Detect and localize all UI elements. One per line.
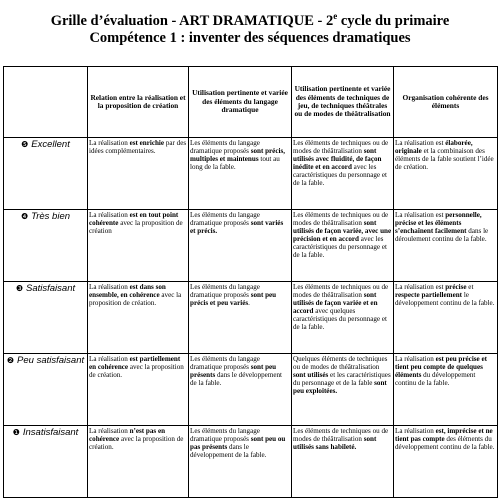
cell-text: La réalisation — [395, 427, 436, 435]
table-row — [4, 282, 498, 354]
cell-text: avec les caractéristiques du personnage et de la fable. — [293, 235, 387, 260]
cell-text: avec la proposition de création — [89, 219, 183, 236]
emphasis-text: sont peu ou pas présents — [190, 435, 286, 452]
cell-text: La réalisation — [89, 355, 130, 363]
cell-text: avec les caractéristiques du personnage et de la fable. — [293, 163, 387, 188]
table-row — [4, 354, 498, 426]
table-row — [4, 210, 498, 282]
emphasis-text: sont utilisés de façon variée, avec une précision et en accord — [293, 219, 392, 244]
level-name: Satisfaisant — [26, 283, 76, 294]
level-number-icon: ❷ — [6, 356, 15, 365]
header-langage: Utilisation pertinente et variée des éléments du langage dramatique — [189, 67, 292, 138]
table-row — [4, 138, 498, 210]
title-line-2: Compétence 1 : inventer des séquences dramatiques — [89, 29, 411, 46]
level-label — [4, 138, 88, 210]
criterion-cell — [394, 426, 498, 498]
emphasis-text: est enrichie — [129, 139, 165, 147]
emphasis-text: sont peu présents — [190, 363, 277, 380]
criterion-cell — [88, 426, 189, 498]
emphasis-text: personnelle, précise et les éléments s’enchaînent facilement — [395, 211, 482, 236]
document-title — [0, 8, 500, 47]
cell-text: avec quelques caractéristiques du personnage et de la fable. — [293, 307, 387, 332]
cell-text: . — [248, 299, 250, 308]
criterion-cell — [189, 210, 292, 282]
criterion-cell — [189, 426, 292, 498]
cell-text: dans le développement de la fable. — [190, 443, 267, 460]
cell-text: La réalisation — [395, 355, 436, 363]
emphasis-text: élaborée, originale — [395, 139, 473, 156]
criterion-cell — [292, 138, 394, 210]
criterion-cell — [88, 354, 189, 426]
cell-text: dans le développement de la fable. — [190, 371, 283, 388]
emphasis-text: sont peu exploitées. — [293, 379, 387, 396]
emphasis-text: est en tout point cohérente — [89, 211, 179, 228]
criterion-cell — [88, 138, 189, 210]
level-name: Peu satisfaisant — [17, 355, 85, 366]
criterion-cell — [394, 354, 498, 426]
cell-text: La réalisation est — [395, 283, 446, 291]
cell-text: La réalisation — [89, 139, 130, 147]
cell-text: tout au long de la fable. — [190, 155, 280, 172]
level-label — [4, 282, 88, 354]
criterion-cell — [394, 138, 498, 210]
header-relation: Relation entre la réalisation et la proposition de création — [88, 67, 189, 138]
cell-text: avec la proposition de création. — [89, 435, 184, 452]
cell-text: Les éléments du langage dramatique proposés — [190, 355, 260, 372]
criterion-cell — [292, 210, 394, 282]
cell-text: La réalisation est — [395, 139, 446, 147]
cell-text: La réalisation est — [395, 211, 446, 219]
cell-text: Les éléments du langage dramatique proposés — [190, 139, 260, 156]
level-label — [4, 210, 88, 282]
cell-text: par des idées complémentaires. — [89, 139, 187, 156]
criterion-cell — [292, 426, 394, 498]
cell-text: et — [466, 283, 474, 291]
emphasis-text: est peu précise et tient peu compte de quelques éléments — [395, 355, 487, 380]
emphasis-text: respecte partiellement — [395, 291, 463, 300]
cell-text: Les éléments de techniques ou de modes de théâtralisation — [293, 139, 389, 156]
criterion-cell — [292, 282, 394, 354]
cell-text: Les éléments du langage dramatique proposés — [190, 283, 260, 300]
level-number-icon: ❶ — [12, 428, 20, 437]
header-corner — [4, 67, 88, 138]
title-text: Grille d’évaluation - ART DRAMATIQUE - 2 — [50, 12, 334, 29]
criterion-cell — [88, 282, 189, 354]
emphasis-text: précise — [445, 283, 467, 291]
emphasis-text: est partiellement en cohérence — [89, 355, 181, 372]
evaluation-grid — [3, 66, 498, 498]
cell-text: Les éléments de techniques ou de modes de théâtralisation — [293, 211, 389, 228]
cell-text: et les caractéristiques du personnage et de la fable — [293, 371, 391, 388]
level-number-icon: ❹ — [20, 212, 29, 221]
emphasis-text: n’est pas en cohérence — [89, 427, 166, 444]
title-text-end: cycle du primaire — [337, 12, 450, 29]
emphasis-text: sont précis, multiples et maintenus — [190, 147, 285, 164]
cell-text: Quelques éléments de techniques ou de modes de théâtralisation — [293, 355, 388, 372]
emphasis-text: sont utilisés de façon variée et en accord — [293, 291, 378, 316]
header-row — [4, 67, 498, 138]
emphasis-text: sont peu précis et peu variés — [190, 291, 277, 308]
level-name: Excellent — [31, 139, 70, 150]
level-label — [4, 354, 88, 426]
level-number-icon: ❺ — [21, 140, 29, 149]
criterion-cell — [88, 210, 189, 282]
criterion-cell — [189, 282, 292, 354]
cell-text: Les éléments du langage dramatique proposés — [190, 427, 260, 444]
cell-text: dans le déroulement continu de la fable. — [395, 227, 489, 244]
criterion-cell — [394, 282, 498, 354]
level-name: Insatisfaisant — [22, 427, 79, 438]
header-techniques: Utilisation pertinente et variée des éléments de techniques de jeu, de techniques théâtrales ou de modes de théâtralisation — [292, 67, 394, 138]
cell-text: et la combinaison des éléments de la fable soutient l’idée de création. — [395, 147, 494, 172]
emphasis-text: est dans son ensemble, en cohérence — [89, 283, 166, 300]
table-row — [4, 426, 498, 498]
title-line-1 — [0, 8, 500, 30]
cell-text: La réalisation — [89, 211, 130, 219]
title-superscript: e — [333, 11, 338, 21]
emphasis-text: sont utilisés sans habileté. — [293, 435, 377, 452]
cell-text: La réalisation — [89, 283, 130, 291]
emphasis-text: sont variés et précis. — [190, 219, 284, 236]
level-label — [4, 426, 88, 498]
criterion-cell — [292, 354, 394, 426]
emphasis-text: sont utilisés — [293, 371, 329, 380]
criterion-cell — [189, 354, 292, 426]
emphasis-text: est, imprécise et ne tient pas compte — [395, 427, 493, 444]
cell-text: des éléments du développement continu de la fable. — [395, 435, 495, 452]
cell-text: avec la proposition de création. — [89, 291, 182, 308]
cell-text: avec la proposition de création. — [89, 363, 184, 380]
criterion-cell — [189, 138, 292, 210]
cell-text: La réalisation — [89, 427, 130, 435]
cell-text: Les éléments du langage dramatique proposés — [190, 211, 260, 228]
header-organisation: Organisation cohérente des éléments — [394, 67, 498, 138]
emphasis-text: sont utilisés avec fluidité, de façon inédite et en accord — [293, 147, 382, 172]
cell-text: du développement continu de la fable. — [395, 371, 476, 388]
criterion-cell — [394, 210, 498, 282]
cell-text: Les éléments de techniques ou de modes de théâtralisation — [293, 427, 389, 444]
cell-text: le développement continu de la fable. — [395, 291, 495, 308]
cell-text: Les éléments de techniques ou de modes de théâtralisation — [293, 283, 389, 300]
level-name: Très bien — [31, 211, 71, 222]
level-number-icon: ❸ — [15, 284, 24, 293]
